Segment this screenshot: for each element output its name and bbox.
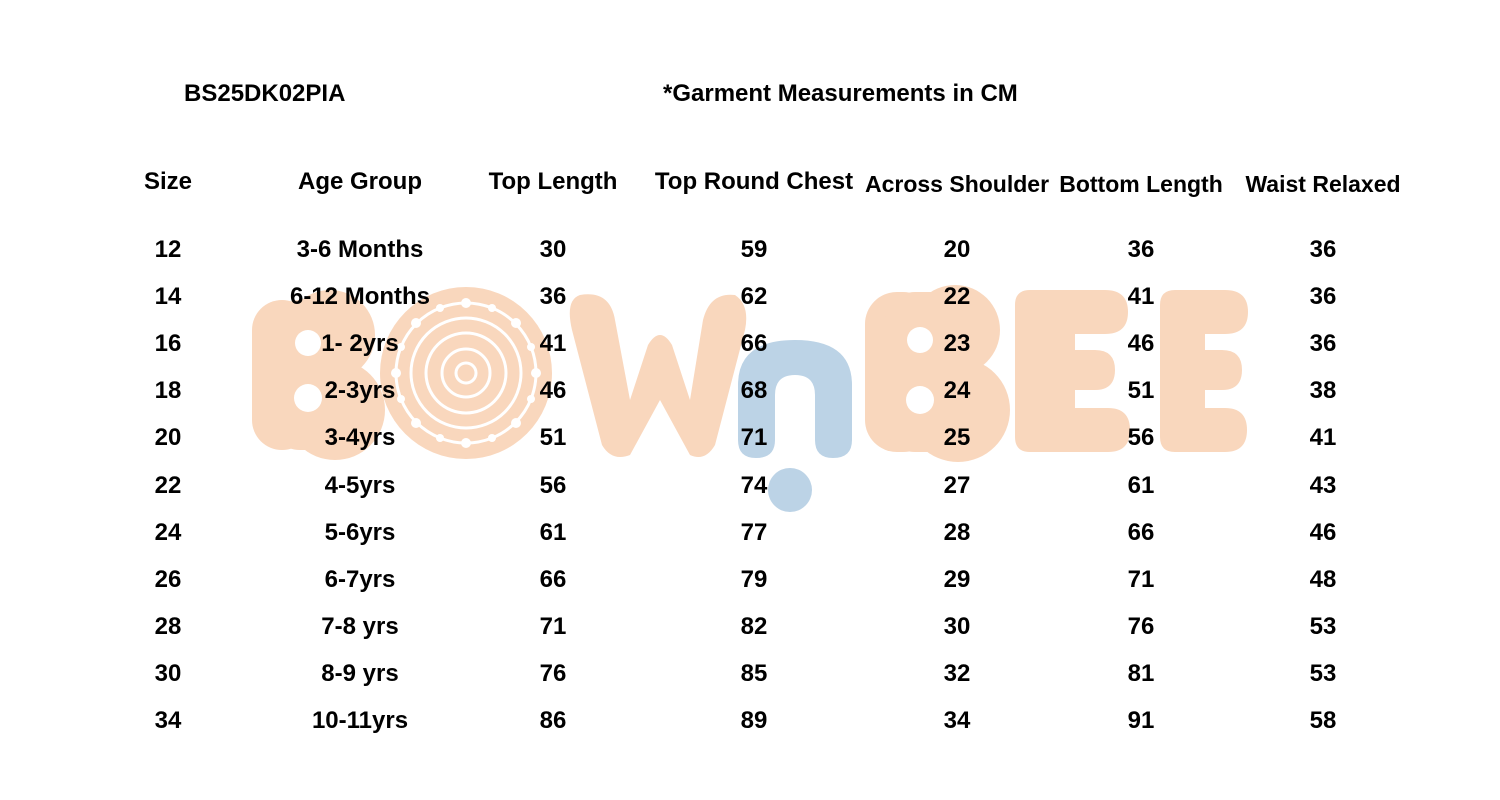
table-cell-age-group: 2-3yrs [324,377,396,405]
table-cell-age-group: 5-6yrs [324,518,396,546]
watermark-letter-b2 [865,285,1010,462]
table-cell-bottom-length: 56 [1127,424,1155,452]
table-cell-bottom-length: 71 [1127,565,1155,593]
table-cell-size: 28 [154,612,182,640]
table-cell-top-length: 51 [539,424,567,452]
table-cell-top-length: 46 [539,377,567,405]
table-cell-size: 18 [154,377,182,405]
column-header-top-length: Top Length [488,168,618,195]
table-cell-across-shoulder: 34 [943,707,971,734]
table-cell-age-group: 7-8 yrs [321,612,399,640]
table-cell-bottom-length: 36 [1127,236,1155,263]
table-cell-bottom-length: 41 [1127,283,1155,311]
watermark-n-dot [768,468,812,512]
table-cell-size: 22 [154,471,182,499]
table-cell-top-round-chest: 68 [740,377,768,405]
watermark-b2-hole-bottom [906,386,934,414]
table-cell-bottom-length: 61 [1127,471,1155,499]
table-cell-waist-relaxed: 43 [1309,471,1337,499]
table-cell-age-group: 3-4yrs [324,424,396,452]
table-cell-top-round-chest: 82 [740,612,768,640]
table-cell-waist-relaxed: 58 [1309,707,1337,734]
table-cell-size: 16 [154,330,182,358]
table-cell-top-round-chest: 74 [740,471,768,499]
table-cell-waist-relaxed: 38 [1309,377,1337,405]
watermark-letter-o [380,287,552,459]
table-cell-across-shoulder: 30 [943,612,971,640]
column-header-size: Size [143,168,193,195]
table-cell-age-group: 10-11yrs [311,707,409,734]
table-cell-across-shoulder: 23 [943,330,971,358]
table-cell-waist-relaxed: 53 [1309,659,1337,687]
table-cell-across-shoulder: 20 [943,236,971,263]
table-cell-top-round-chest: 66 [740,330,768,358]
table-cell-top-length: 66 [539,565,567,593]
table-cell-top-length: 56 [539,471,567,499]
table-cell-waist-relaxed: 41 [1309,424,1337,452]
style-code: BS25DK02PIA [184,80,346,107]
table-cell-across-shoulder: 28 [943,518,971,546]
table-cell-top-round-chest: 79 [740,565,768,593]
table-cell-top-length: 36 [539,283,567,311]
watermark-b1-hole-bottom [294,384,322,412]
table-cell-top-length: 41 [539,330,567,358]
watermark-b2-hole-top [907,327,933,353]
column-header-across-shoulder: Across Shoulder [864,171,1050,197]
table-cell-size: 30 [154,659,182,687]
table-cell-size: 24 [154,518,182,546]
table-cell-top-length: 61 [539,518,567,546]
table-cell-age-group: 6-12 Months [289,283,431,311]
watermark-letter-e1 [1015,290,1130,452]
table-cell-waist-relaxed: 53 [1309,612,1337,640]
column-header-age-group: Age Group [298,168,422,195]
table-cell-waist-relaxed: 36 [1309,236,1337,263]
table-cell-age-group: 6-7yrs [324,565,396,593]
table-cell-size: 12 [154,236,182,263]
table-cell-top-round-chest: 89 [740,707,768,734]
watermark-letter-w [570,294,746,457]
table-cell-size: 34 [154,707,182,734]
table-cell-size: 14 [154,283,182,311]
table-cell-bottom-length: 51 [1127,377,1155,405]
table-cell-across-shoulder: 22 [943,283,971,311]
table-cell-age-group: 3-6 Months [296,236,424,263]
table-cell-top-round-chest: 62 [740,283,768,311]
table-cell-age-group: 8-9 yrs [321,659,399,687]
table-cell-across-shoulder: 25 [943,424,971,452]
table-cell-top-round-chest: 77 [740,518,768,546]
table-cell-size: 20 [154,424,182,452]
table-cell-bottom-length: 66 [1127,518,1155,546]
table-cell-top-length: 30 [539,236,567,263]
table-cell-age-group: 1- 2yrs [321,330,399,358]
watermark-letter-e2 [1160,290,1248,452]
table-cell-waist-relaxed: 46 [1309,518,1337,546]
table-cell-top-length: 86 [539,707,567,734]
measurement-note: *Garment Measurements in CM [663,80,1018,107]
table-cell-age-group: 4-5yrs [324,471,396,499]
table-cell-top-length: 76 [539,659,567,687]
table-cell-across-shoulder: 32 [943,659,971,687]
table-cell-across-shoulder: 24 [943,377,971,405]
table-cell-bottom-length: 81 [1127,659,1155,687]
column-header-waist-relaxed: Waist Relaxed [1245,171,1401,197]
table-cell-waist-relaxed: 48 [1309,565,1337,593]
table-cell-across-shoulder: 29 [943,565,971,593]
column-header-top-round-chest: Top Round Chest [654,168,854,195]
watermark-b1-hole-top [295,330,321,356]
table-cell-bottom-length: 76 [1127,612,1155,640]
table-cell-top-round-chest: 59 [740,236,768,263]
column-header-bottom-length: Bottom Length [1059,171,1223,197]
table-cell-waist-relaxed: 36 [1309,330,1337,358]
table-cell-waist-relaxed: 36 [1309,283,1337,311]
table-cell-size: 26 [154,565,182,593]
table-cell-top-round-chest: 71 [740,424,768,452]
table-cell-bottom-length: 46 [1127,330,1155,358]
table-cell-top-round-chest: 85 [740,659,768,687]
table-cell-across-shoulder: 27 [943,471,971,499]
table-cell-bottom-length: 91 [1127,707,1155,734]
table-cell-top-length: 71 [539,612,567,640]
